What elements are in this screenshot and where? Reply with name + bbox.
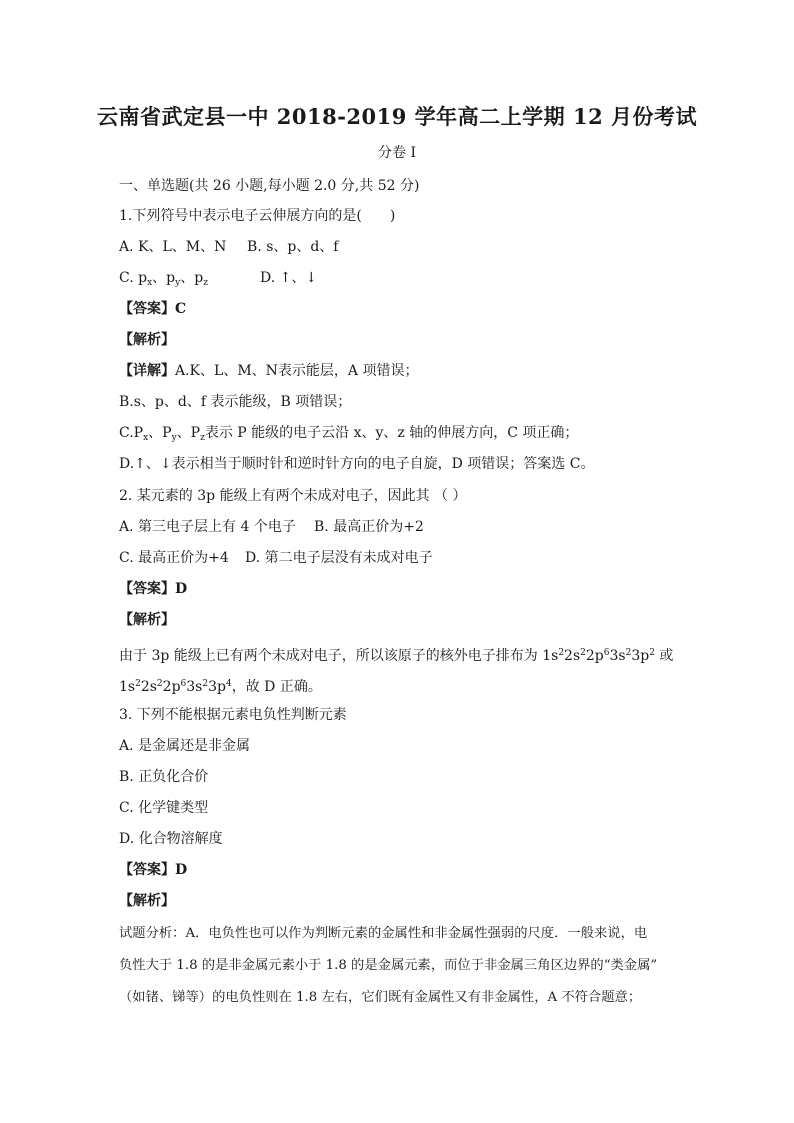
q3-explanation-2: 负性大于 1.8 的是非金属元素小于 1.8 的是金属元素，而位于非金属三角区边界的“类金属” <box>119 958 658 973</box>
q2-option-d: D. 第二电子层没有未成对电子 <box>245 550 433 566</box>
q2-stem: 2. 某元素的 3p 能级上有两个未成对电子，因此其 （ ） <box>119 488 467 504</box>
q1-detail-a: 【详解】A.K、L、M、N表示能层，A 项错误； <box>119 363 419 379</box>
q3-explanation-3: （如锗、锑等）的电负性则在 1.8 左右，它们既有金属性又有非金属性，A 不符合题意； <box>119 990 642 1005</box>
q1-detail-d: D.↑、↓表示相当于顺时针和逆时针方向的电子自旋，D 项错误；答案选 C。 <box>119 456 595 472</box>
q2-answer: 【答案】D <box>119 581 188 597</box>
section-heading: 一、单选题(共 26 小题,每小题 2.0 分,共 52 分) <box>119 178 420 194</box>
q1-detail-b: B.s、p、d、f 表示能级，B 项错误； <box>119 394 352 410</box>
q3-stem: 3. 下列不能根据元素电负性判断元素 <box>119 707 347 723</box>
q1-analysis-label: 【解析】 <box>119 332 175 348</box>
q3-analysis-label: 【解析】 <box>119 893 175 909</box>
q3-option-a: A. 是金属还是非金属 <box>119 738 251 754</box>
q1-option-d: D. ↑、↓ <box>260 270 318 286</box>
q1-option-b: B. s、p、d、f <box>247 239 339 255</box>
q2-options-ab <box>119 517 679 537</box>
q2-explanation-1: 由于 3p 能级上已有两个未成对电子，所以该原子的核外电子排布为 $1s^22s^22p^63s^23p^2$ 或 <box>119 648 674 664</box>
q3-answer: 【答案】D <box>119 862 188 878</box>
q1-stem: 1.下列符号中表示电子云伸展方向的是( ) <box>119 208 396 224</box>
q3-option-d: D. 化合物溶解度 <box>119 831 223 847</box>
q2-explanation-2: $1s^22s^22p^63s^23p^4$，故 D 正确。 <box>119 679 322 695</box>
q2-option-c: C. 最高正价为+4 <box>119 550 229 566</box>
q1-option-a: A. K、L、M、N <box>119 239 227 255</box>
q3-option-c: C. 化学键类型 <box>119 800 209 816</box>
q1-detail-c: $C.P_x$、$P_y$、$P_z$表示 P 能级的电子云沿 x、y、z 轴的伸展方向，C 项正确； <box>119 425 579 443</box>
exam-subtitle: 分卷 I <box>378 145 416 161</box>
q1-answer: 【答案】C <box>119 301 187 317</box>
q1-option-c: C. $p_x$、$p_y$、$p_z$ <box>119 270 208 288</box>
q3-option-b: B. 正负化合价 <box>119 769 209 785</box>
q2-analysis-label: 【解析】 <box>119 612 175 628</box>
q2-options-cd <box>119 548 679 568</box>
exam-title: 云南省武定县一中 2018-2019 学年高二上学期 12 月份考试 <box>96 104 698 129</box>
q3-explanation-1: 试题分析：A．电负性也可以作为判断元素的金属性和非金属性强弱的尺度．一般来说，电 <box>119 926 648 941</box>
q2-option-b: B. 最高正价为+2 <box>314 519 424 535</box>
q1-options-ab <box>119 237 679 257</box>
q1-options-cd <box>119 268 679 293</box>
q2-option-a: A. 第三电子层上有 4 个电子 <box>119 519 296 535</box>
